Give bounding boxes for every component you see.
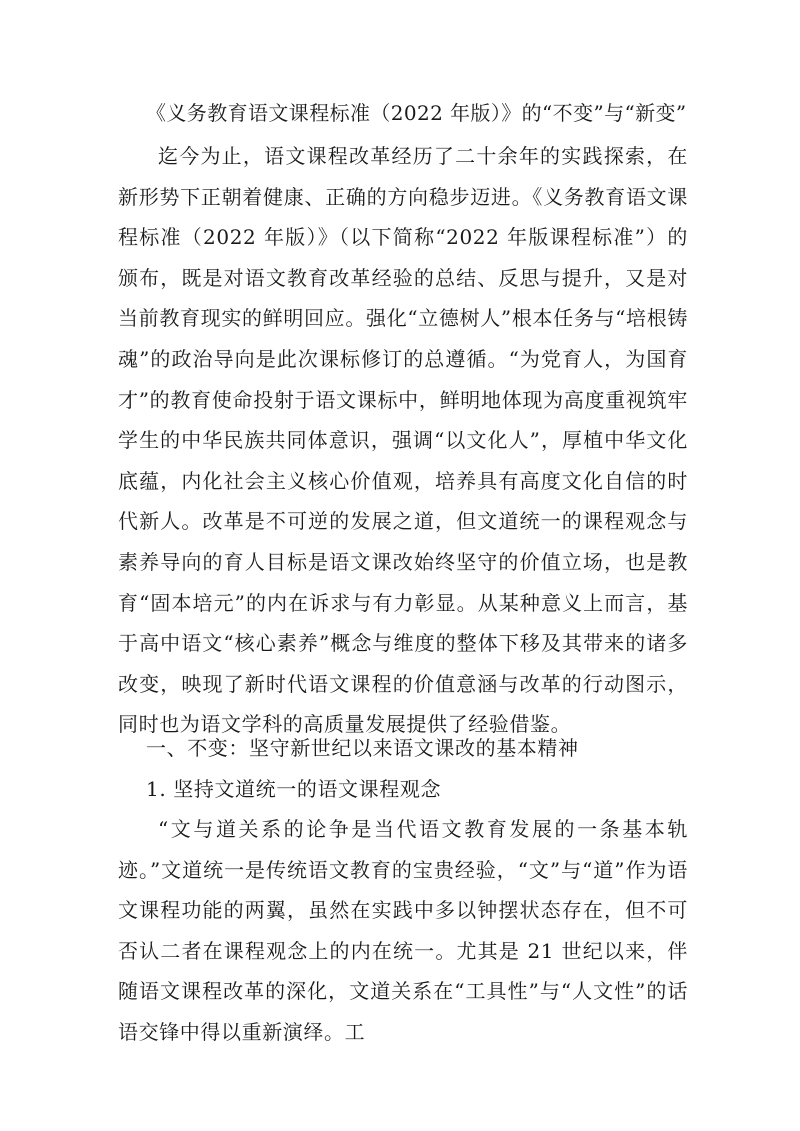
- body-paragraph-2-block: [118, 809, 688, 1053]
- subsection-heading: 1. 坚持文道统一的语文课程观念: [146, 777, 442, 801]
- body-paragraph-1-block: [118, 136, 688, 745]
- body-paragraph: 迄今为止，语文课程改革经历了二十余年的实践探索，在新形势下正朝着健康、正确的方向稳步迈进。《义务教育语文课程标准（2022 年版）》（以下简称“2022 年版课程标准”）的颁布，既是对语文教育改革经验的总结、反思与提升，又是对当前教育现实的鲜明回应。强化“立德树人”根本任务与“培根铸魂”的政治导向是此次课标修订的总遵循。“为党育人，为国育才”的教育使命投射于语文课标中，鲜明地体现为高度重视筑牢学生的中华民族共同体意识，强调“以文化人”，厚植中华文化底蕴，内化社会主义核心价值观，培养具有高度文化自信的时代新人。改革是不可逆的发展之道，但文道统一的课程观念与素养导向的育人目标是语文课改始终坚守的价值立场，也是教育“固本培元”的内在诉求与有力彰显。从某种意义上而言，基于高中语文“核心素养”概念与维度的整体下移及其带来的诸多改变，映现了新时代语文课程的价值意涵与改革的行动图示，同时也为语文学科的高质量发展提供了经验借鉴。: [118, 144, 688, 737]
- document-title: 《义务教育语文课程标准（2022 年版）》的“不变”与“新变”: [146, 101, 687, 125]
- section-heading: 一、不变：坚守新世纪以来语文课改的基本精神: [146, 736, 579, 760]
- body-paragraph: “文与道关系的论争是当代语文教育发展的一条基本轨迹。”文道统一是传统语文教育的宝贵经验，“文”与“道”作为语文课程功能的两翼，虽然在实践中多以钟摆状态存在，但不可否认二者在课程观念上的内在统一。尤其是 21 世纪以来，伴随语文课程改革的深化，文道关系在“工具性”与“人文性”的话语交锋中得以重新演绎。工: [118, 817, 688, 1044]
